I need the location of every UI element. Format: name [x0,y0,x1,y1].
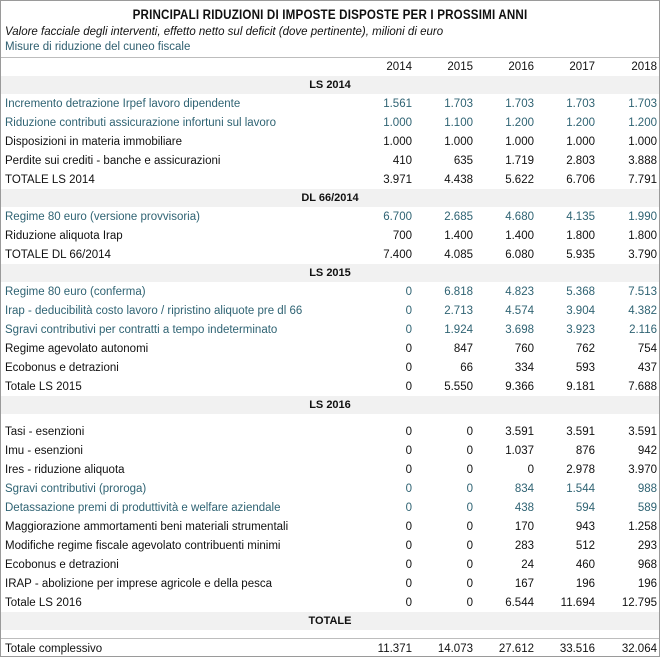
total-row [1,377,659,396]
row-label: Maggiorazione ammortamenti beni materiali strumentali [5,520,289,533]
row-value: 5.550 [444,380,473,393]
row-label: Regime 80 euro (versione provvisoria) [5,210,200,223]
row-value: 0 [466,463,473,476]
row-value: 1.400 [505,229,534,242]
row-value: 7.688 [628,380,657,393]
row-value: 594 [575,501,595,514]
row-value: 1.258 [628,520,657,533]
row-value: 1.037 [505,444,534,457]
measures-label: Misure di riduzione del cuneo fiscale [1,40,659,58]
row-value: 0 [405,361,412,374]
row-value: 7.791 [628,173,657,186]
row-label: Ecobonus e detrazioni [5,361,119,374]
row-value: 0 [405,285,412,298]
row-value: 0 [466,520,473,533]
row-value: 1.000 [505,135,534,148]
row-value: 9.366 [505,380,534,393]
table-row [1,358,659,377]
row-value: 0 [405,323,412,336]
row-label: Detassazione premi di produttività e welfare aziendale [5,501,281,514]
row-label: IRAP - abolizione per imprese agricole e della pesca [5,577,272,590]
row-value: 0 [466,596,473,609]
year-header: 2017 [569,61,595,73]
row-value: 0 [466,501,473,514]
table-row [1,301,659,320]
row-value: 410 [392,154,412,167]
table-row [1,517,659,536]
spacer-cell [1,630,659,639]
row-value: 762 [575,342,595,355]
row-value: 988 [637,482,657,495]
row-value: 0 [405,304,412,317]
row-value: 6.700 [383,210,412,223]
row-value: 1.924 [444,323,473,336]
table-row [1,498,659,517]
row-value: 1.800 [628,229,657,242]
row-value: 6.080 [505,248,534,261]
row-value: 1.200 [628,116,657,129]
row-value: 1.990 [628,210,657,223]
row-value: 0 [466,558,473,571]
row-value: 66 [460,361,473,374]
total-row [1,593,659,612]
row-value: 6.818 [444,285,473,298]
row-value: 3.790 [628,248,657,261]
row-value: 847 [453,342,473,355]
row-label: Regime 80 euro (conferma) [5,285,146,298]
row-value: 293 [637,539,657,552]
row-value: 12.795 [621,596,657,609]
row-value: 0 [405,463,412,476]
row-value: 635 [453,154,473,167]
row-value: 437 [637,361,657,374]
row-value: 760 [514,342,534,355]
row-value: 0 [466,539,473,552]
row-label: Tasi - esenzioni [5,425,85,438]
row-value: 3.591 [628,425,657,438]
table-row [1,94,659,113]
row-value: 196 [637,577,657,590]
row-value: 11.371 [353,639,414,657]
year-header: 2016 [508,61,534,73]
row-label: Modifiche regime fiscale agevolato contribuenti minimi [5,539,281,552]
row-value: 2.978 [566,463,595,476]
row-label: Ires - riduzione aliquota [5,463,125,476]
row-value: 4.680 [505,210,534,223]
row-value: 1.200 [505,116,534,129]
row-value: 4.438 [444,173,473,186]
section-header-ls2016 [1,396,659,414]
row-value: 0 [527,463,534,476]
section-title: LS 2014 [1,76,659,94]
row-value: 5.622 [505,173,534,186]
row-value: 1.000 [383,135,412,148]
table-row [1,479,659,498]
row-value: 0 [405,558,412,571]
row-value: 3.591 [505,425,534,438]
table-row [1,207,659,226]
row-value: 11.694 [560,596,595,609]
row-value: 14.073 [414,639,475,657]
row-value: 754 [637,342,657,355]
row-value: 3.971 [383,173,412,186]
row-value: 3.698 [505,323,534,336]
row-value: 6.544 [505,596,534,609]
row-label: Riduzione contributi assicurazione infortuni sul lavoro [5,116,277,129]
row-label: Ecobonus e detrazioni [5,558,119,571]
table-row [1,320,659,339]
row-value: 0 [466,425,473,438]
row-value: 1.544 [566,482,595,495]
row-value: 1.200 [566,116,595,129]
table-row [1,441,659,460]
row-value: 2.685 [444,210,473,223]
row-value: 593 [575,361,595,374]
section-title: LS 2015 [1,264,659,282]
row-value: 1.100 [444,116,473,129]
row-label: Totale LS 2015 [5,380,82,393]
row-value: 0 [405,342,412,355]
row-value: 9.181 [566,380,595,393]
table-row [1,460,659,479]
row-value: 2.713 [444,304,473,317]
row-value: 1.800 [566,229,595,242]
row-value: 6.706 [566,173,595,186]
section-title: DL 66/2014 [1,189,659,207]
row-value: 1.561 [383,97,412,110]
table-row [1,226,659,245]
row-value: 1.000 [628,135,657,148]
row-value: 3.904 [566,304,595,317]
row-value: 438 [514,501,534,514]
row-label: Irap - deducibilità costo lavoro / ripristino aliquote pre dl 66 [5,304,303,317]
row-value: 334 [514,361,534,374]
year-header: 2014 [386,61,412,73]
table-row [1,132,659,151]
row-value: 1.703 [566,97,595,110]
row-value: 3.923 [566,323,595,336]
row-value: 460 [575,558,595,571]
row-value: 1.400 [444,229,473,242]
row-label: Totale LS 2016 [5,596,82,609]
row-value: 589 [637,501,657,514]
row-value: 968 [637,558,657,571]
section-title: LS 2016 [1,396,659,414]
total-row [1,245,659,264]
year-header: 2015 [447,61,473,73]
section-header-ls2015 [1,264,659,282]
spacer-cell [1,414,659,422]
table-row [1,574,659,593]
section-title: TOTALE [1,612,659,630]
row-value: 0 [405,444,412,457]
row-value: 4.135 [566,210,595,223]
row-value: 7.513 [628,285,657,298]
total-row [1,170,659,189]
tax-cuts-table [1,58,659,657]
table-row [1,536,659,555]
row-value: 1.703 [628,97,657,110]
row-value: 2.116 [629,323,657,336]
section-header-ls2014 [1,76,659,94]
row-value: 4.382 [628,304,657,317]
row-value: 0 [466,482,473,495]
page-title: PRINCIPALI RIDUZIONI DI IMPOSTE DISPOSTE PER I PROSSIMI ANNI [132,7,528,22]
row-value: 7.400 [383,248,412,261]
table-row [1,113,659,132]
row-value: 4.574 [505,304,534,317]
section-header-totale [1,612,659,630]
header-row [1,58,659,76]
header-label-cell [1,58,353,76]
spacer-row [1,414,659,422]
row-value: 1.719 [505,154,534,167]
row-label: Riduzione aliquota Irap [5,229,123,242]
row-value: 512 [575,539,595,552]
section-header-dl66 [1,189,659,207]
row-value: 5.935 [566,248,595,261]
row-value: 27.612 [475,639,536,657]
row-value: 1.000 [444,135,473,148]
row-label: Disposizioni in materia immobiliare [5,135,183,148]
table-row [1,339,659,358]
table-row [1,282,659,301]
row-value: 1.703 [444,97,473,110]
row-value: 834 [514,482,534,495]
row-value: 1.703 [505,97,534,110]
row-label: Perdite sui crediti - banche e assicurazioni [5,154,221,167]
row-value: 0 [466,577,473,590]
row-value: 700 [392,229,412,242]
row-label: TOTALE LS 2014 [5,173,95,186]
grand-total-row [1,639,659,657]
row-value: 1.000 [566,135,595,148]
table-row [1,555,659,574]
row-value: 0 [405,425,412,438]
row-value: 4.823 [505,285,534,298]
row-value: 2.803 [566,154,595,167]
row-value: 0 [466,444,473,457]
row-value: 167 [514,577,534,590]
row-value: 0 [405,577,412,590]
row-value: 5.368 [566,285,595,298]
row-value: 0 [405,596,412,609]
row-value: 24 [521,558,534,571]
year-header: 2018 [631,61,657,73]
row-value: 196 [575,577,595,590]
row-value: 0 [405,501,412,514]
row-value: 0 [405,520,412,533]
row-value: 32.064 [597,639,659,657]
spacer-row [1,630,659,639]
row-label: Imu - esenzioni [5,444,83,457]
row-value: 4.085 [444,248,473,261]
row-label: Totale complessivo [1,639,353,657]
row-label: Sgravi contributivi per contratti a tempo indeterminato [5,323,278,336]
row-label: Sgravi contributivi (proroga) [5,482,147,495]
row-value: 170 [514,520,534,533]
row-value: 943 [575,520,595,533]
row-label: Regime agevolato autonomi [5,342,149,355]
row-value: 0 [405,482,412,495]
row-value: 3.888 [628,154,657,167]
row-value: 0 [405,380,412,393]
row-value: 3.970 [628,463,657,476]
table-row [1,151,659,170]
row-label: TOTALE DL 66/2014 [5,248,111,261]
subtitle: Valore facciale degli interventi, effetto netto sul deficit (dove pertinente), milioni di euro [5,26,444,38]
row-label: Incremento detrazione Irpef lavoro dipendente [5,97,241,110]
row-value: 3.591 [566,425,595,438]
row-value: 1.000 [383,116,412,129]
row-value: 0 [405,539,412,552]
row-value: 33.516 [536,639,597,657]
table-row [1,422,659,441]
row-value: 283 [514,539,534,552]
row-value: 942 [637,444,657,457]
row-value: 876 [575,444,595,457]
